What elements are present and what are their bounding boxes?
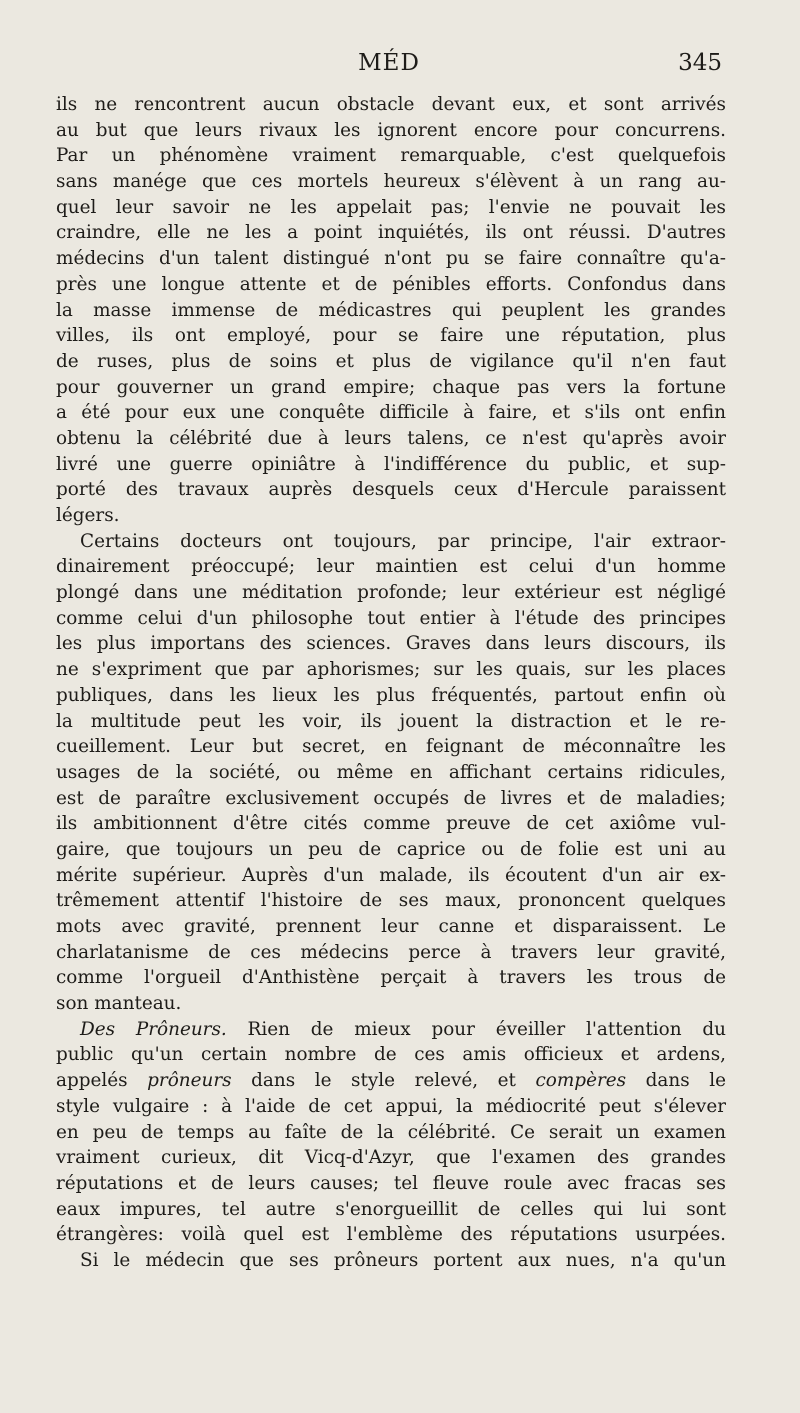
text-line: réputations et de leurs causes; tel fleuve roule avec fracas ses xyxy=(56,1172,726,1194)
text-line: Par un phénomène vraiment remarquable, c'est quelquefois xyxy=(56,145,726,167)
text-line: porté des travaux auprès desquels ceux d'Hercule paraissent xyxy=(56,479,726,501)
text-line: pour gouverner un grand empire; chaque pas vers la fortune xyxy=(56,376,726,398)
text-line: la masse immense de médicastres qui peuplent les grandes xyxy=(56,299,726,321)
text-line: de ruses, plus de soins et plus de vigilance qu'il n'en faut xyxy=(56,350,726,372)
text-line: mots avec gravité, prennent leur canne et disparaissent. Le xyxy=(56,916,726,937)
text-line: craindre, elle ne les a point inquiétés, ils ont réussi. D'autres xyxy=(56,222,726,244)
text-line: dinairement préoccupé; leur maintien est celui d'un homme xyxy=(56,556,726,578)
text-line: légers. xyxy=(56,505,120,526)
text-line: gaire, que toujours un peu de caprice ou de folie est uni au xyxy=(56,838,726,860)
text-line: sans manége que ces mortels heureux s'élèvent à un rang au- xyxy=(56,171,726,193)
text-run: dans le style relevé, et xyxy=(231,1070,536,1092)
text-line: au but que leurs rivaux les ignorent encore pour concurrens. xyxy=(56,119,726,141)
text-line: comme l'orgueil d'Anthistène perçait à travers les trous de xyxy=(56,967,726,989)
italic-term: compères xyxy=(535,1070,627,1092)
text-run: dans le xyxy=(626,1070,726,1092)
text-line: ne s'expriment que par aphorismes; sur les quais, sur les places xyxy=(56,659,726,681)
text-line: la multitude peut les voir, ils jouent la distraction et le re- xyxy=(56,710,726,732)
text-line: médecins d'un talent distingué n'ont pu se faire connaître qu'a- xyxy=(56,248,726,270)
text-run: Rien de mieux pour éveiller l'attention du xyxy=(226,1018,726,1040)
text-line: ils ne rencontrent aucun obstacle devant eux, et sont arrivés xyxy=(56,94,726,115)
text-line: en peu de temps au faîte de la célébrité. Ce serait un examen xyxy=(56,1121,726,1143)
text-line: quel leur savoir ne les appelait pas; l'envie ne pouvait les xyxy=(56,196,726,218)
text-line: les plus importans des sciences. Graves dans leurs discours, ils xyxy=(56,633,726,655)
text-line: trêmement attentif l'histoire de ses maux, prononcent quelques xyxy=(56,890,726,912)
text-line: mérite supérieur. Auprès d'un malade, ils écoutent d'un air ex- xyxy=(56,864,726,886)
text-line: cueillement. Leur but secret, en feignant de méconnaître les xyxy=(56,736,726,758)
section-heading-proneurs: Des Prôneurs. xyxy=(80,1018,227,1040)
page-number: 345 xyxy=(678,50,722,76)
text-line: eaux impures, tel autre s'enorgueillit de celles qui lui sont xyxy=(56,1198,726,1220)
text-line: comme celui d'un philosophe tout entier à l'étude des principes xyxy=(56,607,726,629)
text-line: style vulgaire : à l'aide de cet appui, la médiocrité peut s'élever xyxy=(56,1095,726,1117)
body-text xyxy=(56,92,726,1274)
text-line: obtenu la célébrité due à leurs talens, ce n'est qu'après avoir xyxy=(56,427,726,449)
running-title: MÉD xyxy=(358,50,420,76)
text-line: Si le médecin que ses prôneurs portent aux nues, n'a qu'un xyxy=(80,1249,726,1271)
text-line xyxy=(56,1068,726,1094)
text-line: vraiment curieux, dit Vicq-d'Azyr, que l'examen des grandes xyxy=(56,1147,726,1169)
text-line: près une longue attente et de pénibles efforts. Confondus dans xyxy=(56,273,726,295)
text-line: est de paraître exclusivement occupés de livres et de maladies; xyxy=(56,787,726,809)
text-line: public qu'un certain nombre de ces amis officieux et ardens, xyxy=(56,1044,726,1066)
text-line xyxy=(56,1017,726,1043)
text-line: plongé dans une méditation profonde; leur extérieur est négligé xyxy=(56,582,726,604)
text-line: charlatanisme de ces médecins perce à travers leur gravité, xyxy=(56,941,726,963)
text-line: publiques, dans les lieux les plus fréquentés, partout enfin où xyxy=(56,684,726,706)
italic-term: prôneurs xyxy=(147,1070,232,1092)
text-line: son manteau. xyxy=(56,993,182,1015)
text-line: ils ambitionnent d'être cités comme preuve de cet axiôme vul- xyxy=(56,813,726,835)
text-line: Certains docteurs ont toujours, par principe, l'air extraor- xyxy=(80,530,726,552)
text-run: appelés xyxy=(56,1070,148,1092)
text-line: villes, ils ont employé, pour se faire une réputation, plus xyxy=(56,325,726,347)
text-line: livré une guerre opiniâtre à l'indifférence du public, et sup- xyxy=(56,453,726,475)
running-head xyxy=(56,50,722,90)
text-line: a été pour eux une conquête difficile à faire, et s'ils ont enfin xyxy=(56,402,726,424)
text-line: usages de la société, ou même en affichant certains ridicules, xyxy=(56,761,726,783)
text-line: étrangères: voilà quel est l'emblème des réputations usurpées. xyxy=(56,1224,726,1246)
